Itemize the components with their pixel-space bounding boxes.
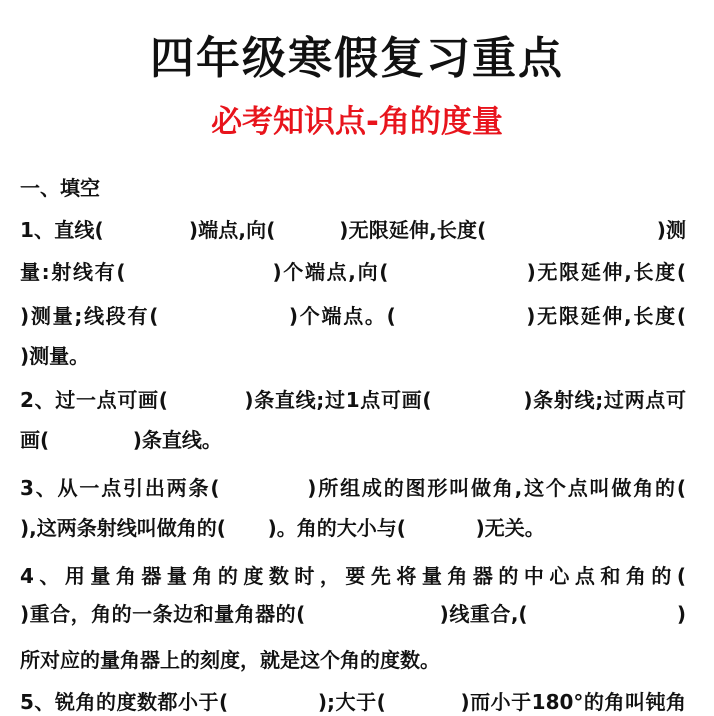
question-4-line-3: 所对应的量角器上的刻度，就是这个角的度数。 xyxy=(20,648,440,672)
question-1-line-4: )测量。 xyxy=(20,344,90,368)
question-1-line-2: 量:射线有( )个端点,向( )无限延伸,长度( xyxy=(20,260,686,284)
question-1-line-1: 1、直线( )端点,向( )无限延伸,长度( )测 xyxy=(20,218,686,242)
question-1-line-3: )测量;线段有( )个端点。( )无限延伸,长度( xyxy=(20,304,686,328)
question-4-line-1: 4、用量角器量角的度数时，要先将量角器的中心点和角的( xyxy=(20,564,686,588)
page-subtitle: 必考知识点-角的度量 xyxy=(211,104,503,140)
section-heading: 一、填空 xyxy=(20,176,100,200)
question-4-line-2: )重合，角的一条边和量角器的( )线重合,( ) xyxy=(20,602,686,626)
page-title: 四年级寒假复习重点 xyxy=(150,33,564,84)
question-2-line-2: 画( )条直线。 xyxy=(20,428,222,452)
question-3-line-1: 3、从一点引出两条( )所组成的图形叫做角,这个点叫做角的( xyxy=(20,476,686,500)
question-2-line-1: 2、过一点可画( )条直线;过1点可画( )条射线;过两点可 xyxy=(20,388,686,412)
question-5-line-1: 5、锐角的度数都小于( );大于( )而小于180°的角叫钝角 xyxy=(20,690,686,714)
question-3-line-2: ),这两条射线叫做角的( )。角的大小与( )无关。 xyxy=(20,516,545,540)
